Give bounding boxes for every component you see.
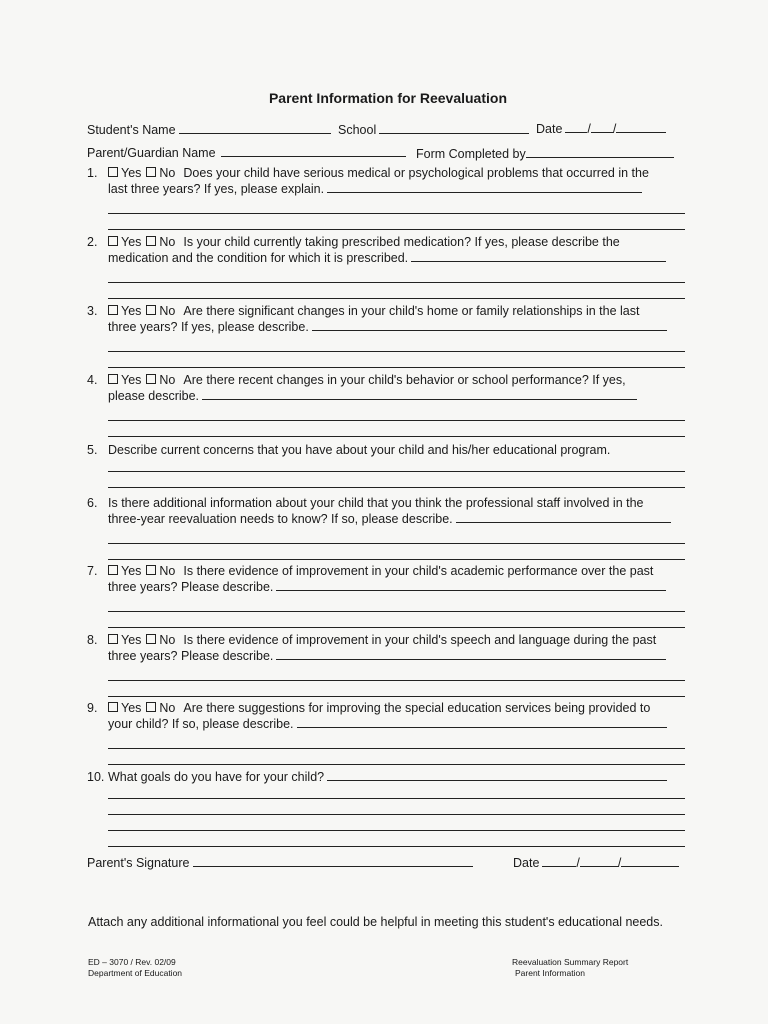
- attach-note: Attach any additional informational you feel could be helpful in meeting this student's educational needs.: [88, 915, 663, 929]
- no-checkbox[interactable]: [146, 236, 156, 246]
- answer-line[interactable]: [108, 471, 685, 472]
- answer-field[interactable]: [202, 388, 637, 400]
- completed-by-field[interactable]: [526, 146, 674, 158]
- signature-row: [87, 855, 473, 870]
- question-number: 7.: [87, 564, 98, 578]
- question-text: Does your child have serious medical or psychological problems that occurred in the: [183, 166, 649, 180]
- answer-line[interactable]: [108, 611, 685, 612]
- answer-line[interactable]: [108, 367, 685, 368]
- answer-line[interactable]: [108, 229, 685, 230]
- report-name: Reevaluation Summary Report: [512, 957, 629, 967]
- yes-checkbox[interactable]: [108, 305, 118, 315]
- yes-label: Yes: [121, 235, 142, 249]
- answer-line[interactable]: [108, 436, 685, 437]
- question-text-continued: your child? If so, please describe.: [108, 717, 294, 731]
- question-8: [87, 632, 666, 664]
- yes-label: Yes: [121, 564, 142, 578]
- student-name-row: [87, 122, 331, 137]
- question-text: Are there significant changes in your child's home or family relationships in the last: [183, 304, 640, 318]
- question-number: 6.: [87, 496, 98, 510]
- yes-checkbox[interactable]: [108, 634, 118, 644]
- yes-label: Yes: [121, 166, 142, 180]
- yes-checkbox[interactable]: [108, 167, 118, 177]
- answer-line[interactable]: [108, 420, 685, 421]
- question-7: [87, 563, 666, 595]
- no-checkbox[interactable]: [146, 702, 156, 712]
- no-label: No: [159, 166, 176, 180]
- footer-right: [512, 957, 628, 979]
- question-number: 2.: [87, 235, 98, 249]
- date-label: Date: [536, 122, 563, 136]
- no-label: No: [159, 304, 176, 318]
- answer-line[interactable]: [108, 543, 685, 544]
- no-label: No: [159, 235, 176, 249]
- completed-by-row: [416, 146, 674, 161]
- yes-label: Yes: [121, 304, 142, 318]
- answer-field[interactable]: [297, 716, 667, 728]
- question-text: Is there evidence of improvement in your child's speech and language during the past: [183, 633, 657, 647]
- answer-line[interactable]: [108, 696, 685, 697]
- yes-label: Yes: [121, 633, 142, 647]
- question-text-continued: medication and the condition for which it is prescribed.: [108, 251, 409, 265]
- question-5: [87, 442, 610, 458]
- student-name-label: Student's Name: [87, 123, 176, 137]
- answer-line[interactable]: [108, 798, 685, 799]
- no-checkbox[interactable]: [146, 374, 156, 384]
- answer-line[interactable]: [108, 282, 685, 283]
- date-year-field[interactable]: [616, 121, 666, 133]
- no-checkbox[interactable]: [146, 565, 156, 575]
- answer-field[interactable]: [456, 511, 671, 523]
- answer-line[interactable]: [108, 298, 685, 299]
- guardian-row: [87, 145, 406, 160]
- question-text-continued: three years? Please describe.: [108, 649, 274, 663]
- yes-label: Yes: [121, 373, 142, 387]
- question-text: Is there additional information about your child that you think the professional staff involved in the: [108, 496, 644, 510]
- question-text-continued: three years? Please describe.: [108, 580, 274, 594]
- answer-line[interactable]: [108, 351, 685, 352]
- answer-line[interactable]: [108, 814, 685, 815]
- date-month-field[interactable]: [565, 121, 587, 133]
- answer-line[interactable]: [108, 846, 685, 847]
- report-section: Parent Information: [515, 968, 585, 978]
- date-day-field[interactable]: [591, 121, 613, 133]
- signature-date-row: Date / /: [513, 855, 679, 870]
- question-9: [87, 700, 667, 732]
- answer-line[interactable]: [108, 748, 685, 749]
- question-2: [87, 234, 666, 266]
- question-4: [87, 372, 637, 404]
- question-6: [87, 495, 671, 527]
- question-text-continued: please describe.: [108, 389, 200, 403]
- answer-field[interactable]: [327, 181, 642, 193]
- question-number: 1.: [87, 166, 98, 180]
- question-text-continued: last three years? If yes, please explain.: [108, 182, 325, 196]
- no-checkbox[interactable]: [146, 305, 156, 315]
- question-3: [87, 303, 667, 335]
- department-name: Department of Education: [88, 968, 183, 978]
- no-label: No: [159, 373, 176, 387]
- footer-left: [88, 957, 182, 979]
- yes-checkbox[interactable]: [108, 702, 118, 712]
- question-text: Are there recent changes in your child's behavior or school performance? If yes,: [183, 373, 626, 387]
- question-text: What goals do you have for your child?: [108, 770, 325, 784]
- question-text: Is there evidence of improvement in your child's academic performance over the past: [183, 564, 654, 578]
- answer-line[interactable]: [108, 559, 685, 560]
- date-row: Date / /: [536, 121, 666, 136]
- no-label: No: [159, 701, 176, 715]
- answer-field[interactable]: [312, 319, 667, 331]
- yes-checkbox[interactable]: [108, 565, 118, 575]
- signature-field[interactable]: [193, 855, 473, 867]
- answer-field[interactable]: [411, 250, 666, 262]
- answer-line[interactable]: [108, 830, 685, 831]
- student-name-field[interactable]: [179, 122, 331, 134]
- signature-label: Parent's Signature: [87, 856, 190, 870]
- yes-label: Yes: [121, 701, 142, 715]
- no-checkbox[interactable]: [146, 167, 156, 177]
- signature-date-month-field[interactable]: [542, 855, 576, 867]
- question-text: Describe current concerns that you have about your child and his/her educational program.: [108, 443, 611, 457]
- question-text-continued: three years? If yes, please describe.: [108, 320, 309, 334]
- no-checkbox[interactable]: [146, 634, 156, 644]
- question-number: 8.: [87, 633, 98, 647]
- form-title: Parent Information for Reevaluation: [268, 90, 508, 106]
- question-10: [87, 769, 667, 785]
- answer-line[interactable]: [108, 487, 685, 488]
- answer-line[interactable]: [108, 213, 685, 214]
- yes-checkbox[interactable]: [108, 236, 118, 246]
- question-number: 5.: [87, 443, 98, 457]
- question-text: Is your child currently taking prescribed medication? If yes, please describe the: [183, 235, 620, 249]
- completed-by-label: Form Completed by: [416, 147, 526, 161]
- question-number: 9.: [87, 701, 98, 715]
- answer-line[interactable]: [108, 764, 685, 765]
- school-field[interactable]: [379, 122, 529, 134]
- signature-date-day-field[interactable]: [580, 855, 618, 867]
- question-number: 3.: [87, 304, 98, 318]
- answer-field[interactable]: [276, 579, 666, 591]
- answer-line[interactable]: [108, 680, 685, 681]
- answer-field[interactable]: [327, 769, 667, 781]
- answer-field[interactable]: [276, 648, 666, 660]
- guardian-field[interactable]: [221, 145, 406, 157]
- no-label: No: [159, 633, 176, 647]
- school-label: School: [338, 123, 377, 137]
- question-1: [87, 165, 649, 197]
- question-text: Are there suggestions for improving the special education services being provided to: [183, 701, 651, 715]
- answer-line[interactable]: [108, 627, 685, 628]
- question-text-continued: three-year reevaluation needs to know? If so, please describe.: [108, 512, 453, 526]
- no-label: No: [159, 564, 176, 578]
- signature-date-year-field[interactable]: [621, 855, 679, 867]
- question-number: 4.: [87, 373, 98, 387]
- school-row: [338, 122, 529, 137]
- guardian-label: Parent/Guardian Name: [87, 146, 216, 160]
- question-number: 10.: [87, 770, 105, 784]
- yes-checkbox[interactable]: [108, 374, 118, 384]
- form-number: ED – 3070 / Rev. 02/09: [88, 957, 176, 967]
- signature-date-label: Date: [513, 856, 540, 870]
